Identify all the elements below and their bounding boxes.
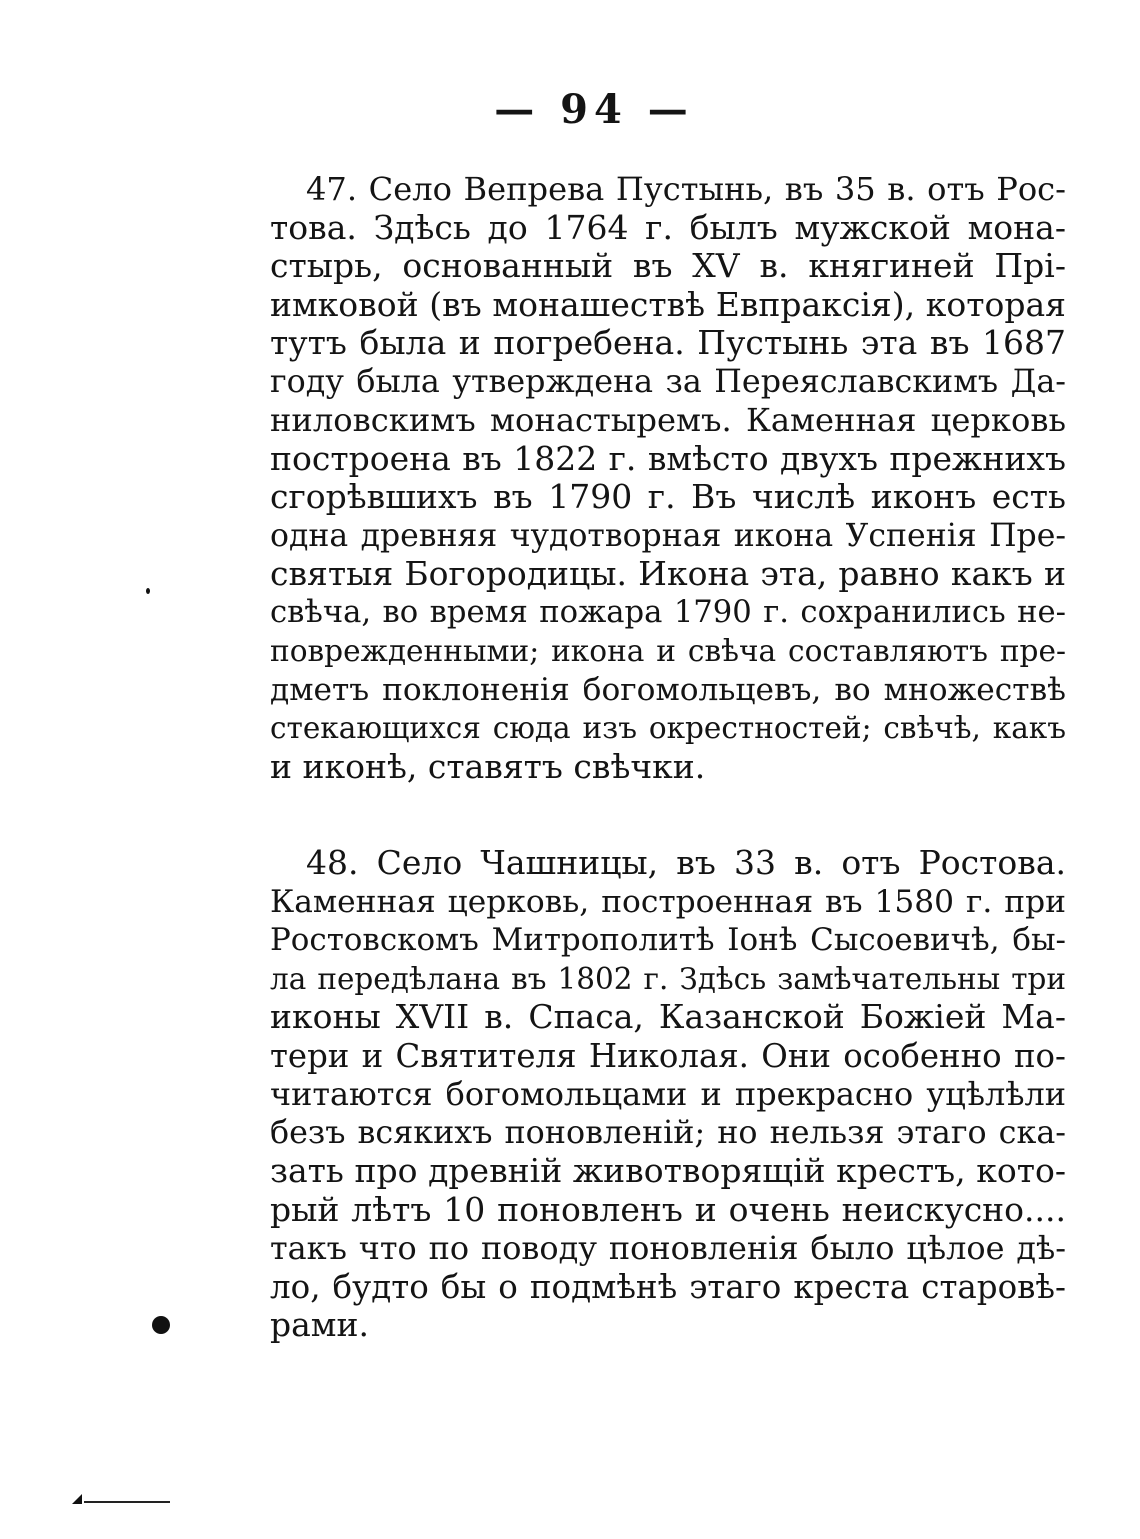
entry-47-line: 47. Село Вепрева Пустынь, въ 35 в. отъ Рос- xyxy=(306,170,1066,208)
entry-47-paragraph xyxy=(270,170,1066,786)
page-number: — 94 — xyxy=(494,86,694,133)
entry-47-line: стырь, основанный въ XV в. княгиней Прі- xyxy=(270,246,1066,285)
entry-47-line: дметъ поклоненія богомольцевъ, во множествѣ xyxy=(270,671,1066,708)
entry-48-line: такъ что по поводу поновленія было цѣлое дѣ- xyxy=(270,1229,1066,1267)
entry-47-line: и иконѣ, ставятъ свѣчки. xyxy=(270,746,706,786)
entry-48-line: ло, будто бы о подмѣнѣ этаго креста старовѣ- xyxy=(270,1267,1066,1306)
entry-47-line: тутъ была и погребена. Пустынь эта въ 1687 xyxy=(270,323,1066,362)
scan-speck xyxy=(146,588,150,594)
entry-48-line: рами. xyxy=(270,1305,369,1344)
entry-47-line: поврежденными; икона и свѣча составляютъ пре- xyxy=(270,634,1066,668)
entry-47-line: свѣча, во время пожара 1790 г. сохранились не- xyxy=(270,594,1066,630)
entry-47-line: одна древняя чудотворная икона Успенія Пре- xyxy=(270,517,1066,554)
entry-48-line: читаются богомольцами и прекрасно уцѣлѣли xyxy=(270,1075,1066,1113)
entry-48-line: Ростовскомъ Митрополитѣ Іонѣ Сысоевичѣ, бы- xyxy=(270,922,1066,958)
entry-47-line: ниловскимъ монастыремъ. Каменная церковь xyxy=(270,401,1066,439)
entry-48-line: ла передѣлана въ 1802 г. Здѣсь замѣчательны три xyxy=(270,961,1066,996)
entry-48-line: 48. Село Чашницы, въ 33 в. отъ Ростова. xyxy=(306,843,1066,882)
entry-48-line: Каменная церковь, построенная въ 1580 г. при xyxy=(270,883,1066,920)
entry-48-paragraph xyxy=(270,844,1066,1345)
scan-speck xyxy=(152,1316,170,1334)
entry-47-line: стекающихся сюда изъ окрестностей; свѣчѣ, какъ xyxy=(270,711,1066,745)
entry-48-line: тери и Святителя Николая. Они особенно по- xyxy=(270,1036,1066,1075)
entry-48-line: рый лѣтъ 10 поновленъ и очень неискусно.... xyxy=(270,1189,1066,1229)
scan-line-mark xyxy=(84,1501,170,1503)
scan-speck xyxy=(72,1494,82,1504)
entry-47-line: това. Здѣсь до 1764 г. былъ мужской мона- xyxy=(270,207,1066,247)
entry-47-line: имковой (въ монашествѣ Евпраксія), которая xyxy=(270,284,1066,324)
entry-48-line: зать про древній животворящій крестъ, кото- xyxy=(270,1151,1066,1190)
entry-48-line: безъ всякихъ поновленій; но нельзя этаго ска- xyxy=(270,1114,1066,1151)
entry-47-line: построена въ 1822 г. вмѣсто двухъ прежнихъ xyxy=(270,438,1066,478)
entry-47-line: году была утверждена за Переяславскимъ Да- xyxy=(270,363,1066,400)
entry-48-line: иконы XVII в. Спаса, Казанской Божіей Ма- xyxy=(270,997,1066,1036)
entry-47-line: святыя Богородицы. Икона эта, равно какъ и xyxy=(270,554,1066,593)
entry-47-line: сгорѣвшихъ въ 1790 г. Въ числѣ иконъ есть xyxy=(270,477,1066,516)
